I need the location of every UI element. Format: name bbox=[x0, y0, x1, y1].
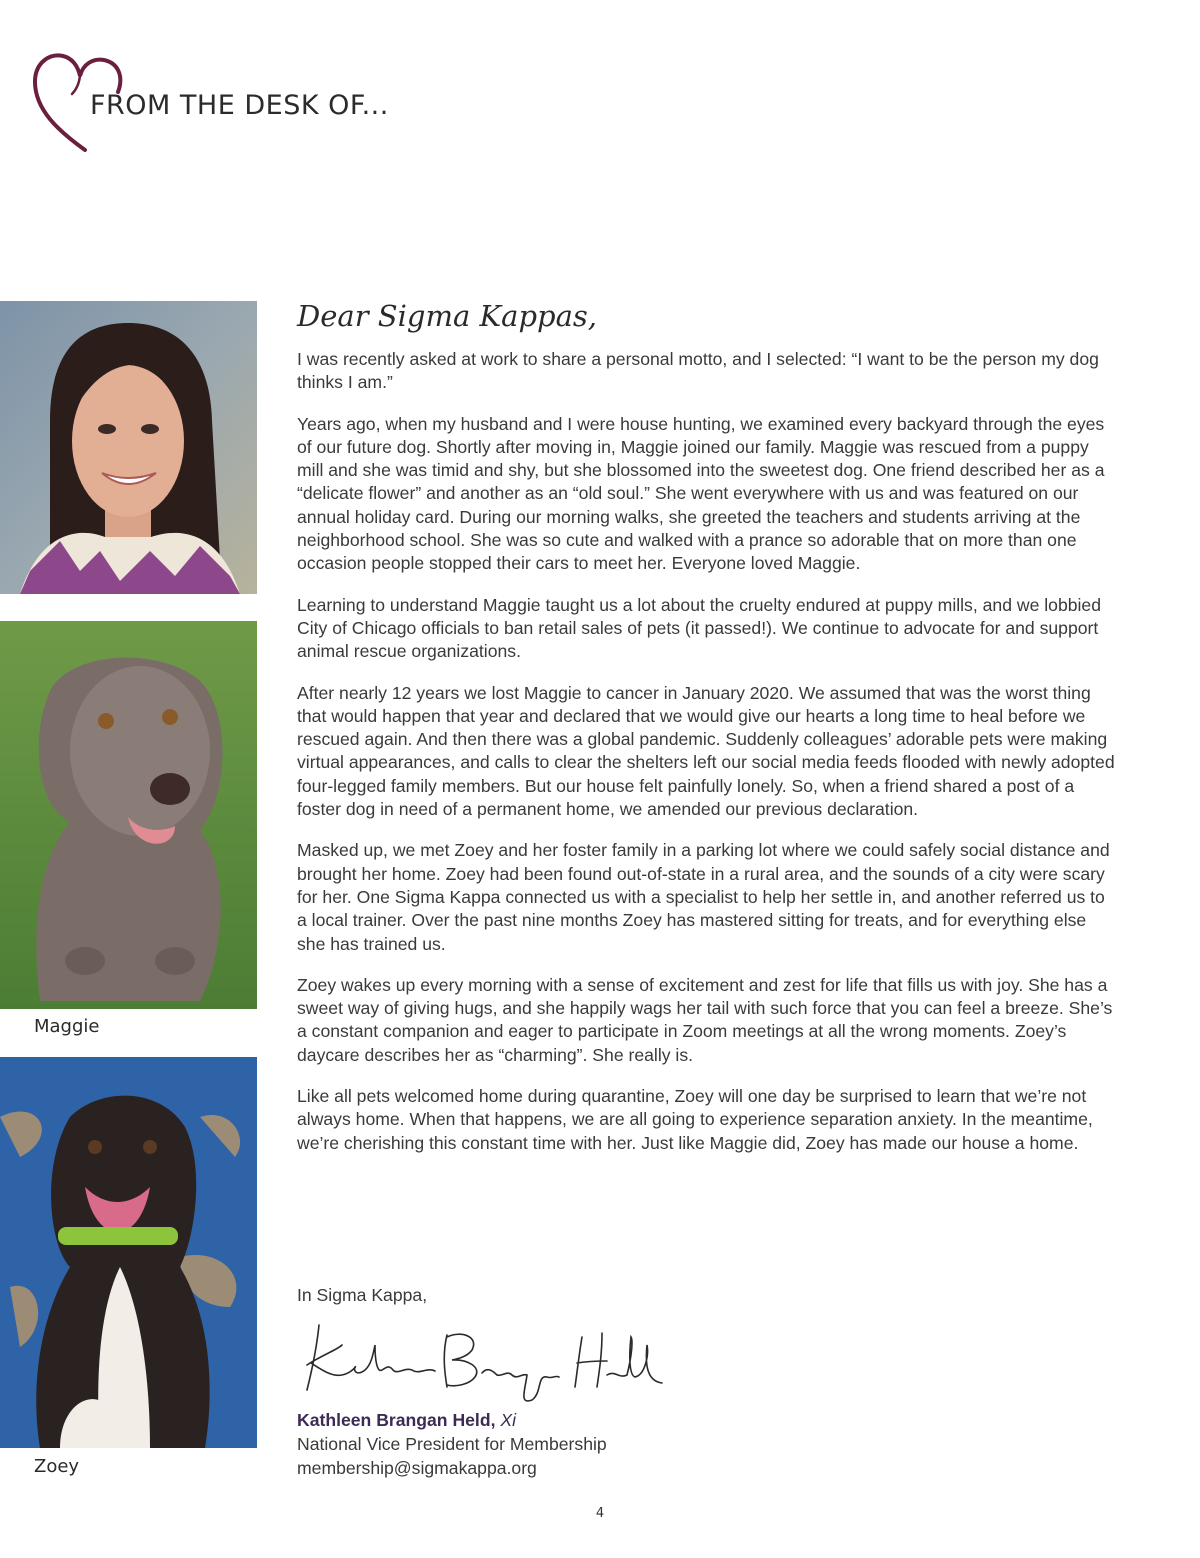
maggie-photo bbox=[0, 621, 257, 1009]
zoey-photo bbox=[0, 1057, 257, 1448]
letter-body bbox=[297, 296, 1117, 1173]
signer-email[interactable]: membership@sigmakappa.org bbox=[297, 1458, 537, 1478]
signer-name: Kathleen Brangan Held bbox=[297, 1410, 491, 1430]
salutation: Dear Sigma Kappas, bbox=[297, 299, 597, 333]
page-title: FROM THE DESK OF... bbox=[90, 90, 389, 121]
paragraph: Like all pets welcomed home during quarantine, Zoey will one day be surprised to learn that we’re not always home. When that happens, we are all going to experience separation anxiety. In the meantime, we’re cherishing this constant time with her. Just like Maggie did, Zoey has made our house a home. bbox=[297, 1086, 1093, 1153]
paragraph: Masked up, we met Zoey and her foster family in a parking lot where we could safely social distance and brought her home. Zoey had been found out-of-state in a rural area, and the sounds of a city were scary for her. One Sigma Kappa connected us with a specialist to help her settle in, and another referred us to a local trainer. Over the past nine months Zoey has mastered sitting for treats, and for everything else she has trained us. bbox=[297, 840, 1110, 954]
page-number: 4 bbox=[595, 1506, 605, 1521]
closing-line: In Sigma Kappa, bbox=[297, 1285, 428, 1305]
paragraph: Learning to understand Maggie taught us a lot about the cruelty endured at puppy mills, and we lobbied City of Chicago officials to ban retail sales of pets (it passed!). We continue to advocate for and support animal rescue organizations. bbox=[297, 594, 1101, 662]
handwritten-signature bbox=[297, 1315, 667, 1415]
signer-title: National Vice President for Membership bbox=[297, 1434, 607, 1454]
page-header bbox=[30, 50, 450, 160]
maggie-caption: Maggie bbox=[34, 1016, 100, 1037]
paragraph: I was recently asked at work to share a personal motto, and I selected: “I want to be the person my dog thinks I am.” bbox=[297, 349, 1099, 393]
signer-chapter: Xi bbox=[500, 1410, 517, 1430]
paragraph: Zoey wakes up every morning with a sense of excitement and zest for life that fills us with joy. She has a sweet way of giving hugs, and she happily wags her tail with such force that you can feel a breeze. She’s a constant companion and eager to participate in Zoom meetings at all the wrong moments. Zoey’s daycare describes her as “charming”. She really is. bbox=[297, 974, 1113, 1065]
paragraph: Years ago, when my husband and I were house hunting, we examined every backyard through the eyes of our future dog. Shortly after moving in, Maggie joined our family. Maggie was rescued from a puppy mill and she was timid and shy, but she blossomed into the sweetest dog. One friend described her as a “delicate flower” and another as an “old soul.” She went everywhere with us and was featured on our annual holiday card. During our morning walks, she greeted the teachers and students arriving at the neighborhood school. She was so cute and walked with a prance so adorable that on more than one occasion people stopped their cars to meet her. Everyone loved Maggie. bbox=[297, 413, 1105, 574]
zoey-caption: Zoey bbox=[34, 1456, 80, 1477]
paragraph: After nearly 12 years we lost Maggie to cancer in January 2020. We assumed that was the worst thing that would happen that year and declared that we would give our hearts a long time to heal before we rescued again. And then there was a global pandemic. Suddenly colleagues’ adorable pets were making virtual appearances, and calls to clear the shelters left our social media feeds flooded with newly adopted four-legged family members. But our house felt painfully lonely. So, when a friend shared a post of a foster dog in need of a permanent home, we amended our previous declaration. bbox=[297, 682, 1115, 820]
signer-block: Kathleen Brangan Held, Xi National Vice President for Membership membership@sigmakappa.org bbox=[297, 1410, 607, 1478]
author-photo bbox=[0, 301, 257, 594]
